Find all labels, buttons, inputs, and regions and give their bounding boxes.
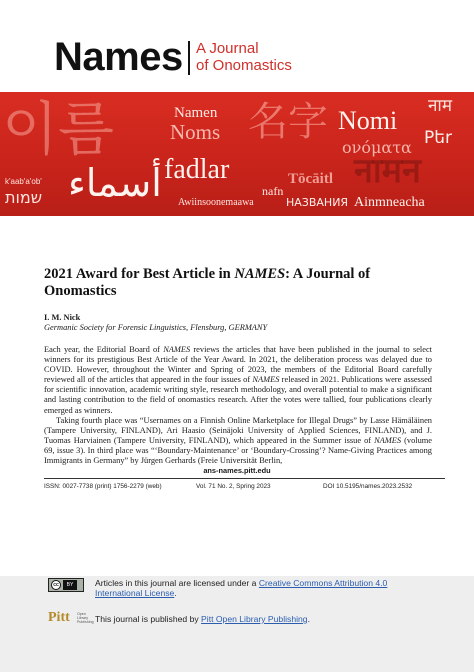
footer-issn: ISSN: 0027-7738 (print) 1756-2279 (web): [44, 483, 162, 490]
masthead: [0, 0, 474, 92]
banner-word-mayan: k'aab'a'ob': [5, 177, 42, 186]
banner-word-noms: Noms: [170, 120, 221, 144]
cc-circle-icon: cc: [51, 580, 61, 590]
author-affiliation: Germanic Society for Forensic Linguistics, Flensburg, GERMANY: [44, 323, 268, 332]
paragraph-2: Taking fourth place was “Usernames on a Finnish Online Marketplace for Illegal Drugs” by Lasse Hämäläinen (Tampere University, FINLAND), Ari Haasio (Seinäjoki University of Applied Sciences, FINLAND), and J. Tuomas Harviainen (Tampere University, FINLAND), which appeared in the Summer issue of NAMES (volume 69, issue 3). In third place was “‘Boundary-Maintenance’ or ‘Boundary-Crossing’? Name-Giving Practices among Immigrants in Germany” by Jürgen Gerhards (Freie Universität Berlin,: [44, 415, 433, 466]
license-text: Articles in this journal are licensed under a: [95, 578, 259, 588]
banner-word-nafn: nafn: [262, 184, 284, 198]
banner-word-chinese: 名字: [248, 99, 328, 145]
journal-subtitle: [196, 40, 292, 74]
names-banner: [0, 92, 474, 216]
publisher-notice: [95, 614, 310, 624]
footer-doi: DOI 10.5195/names.2023.2532: [323, 483, 413, 490]
banner-word-greek: ονόματα: [342, 138, 412, 157]
publisher-end: .: [307, 614, 310, 624]
article-body: [44, 266, 432, 466]
pitt-logo: Pitt: [48, 610, 70, 625]
brand-divider: [188, 41, 190, 75]
article-title: 2021 Award for Best Article in NAMES: A Journal of Onomastics: [44, 266, 371, 299]
footer-volume: Vol. 71 No. 2, Spring 2023: [196, 483, 271, 490]
publisher-text: This journal is published by: [95, 614, 202, 624]
banner-word-nomi: Nomi: [338, 106, 398, 135]
banner-word-korean: 이름: [2, 95, 115, 163]
article-author: I. M. Nick: [44, 313, 81, 322]
banner-word-tocaitl: Tōcāitl: [288, 171, 333, 187]
paragraph-1: Each year, the Editorial Board of NAMES reviews the articles that have been published in the journal to select winners for its prestigious Best Article of the Year Award. In 2021, the deliberation process was delayed due to COVID. However, throughout the Winter and Spring of 2023, the members of the Editorial Board carefully reviewed all of the articles that appeared in the four issues of NAMES released in 2021. Publications were assessed for scientific innovation, academic writing style, research methodology, and overall potential to make a significant and lasting contribution to the field of onomastics research. After the votes were tallied, four publications clearly emerged as winners.: [44, 345, 433, 415]
banner-word-russian: НАЗВАНИЯ: [286, 196, 349, 209]
footer-divider: [44, 478, 445, 479]
cc-license-link[interactable]: Creative Commons Attribution 4.0 International License: [95, 578, 388, 598]
banner-word-hindi: नाम: [428, 96, 453, 116]
publisher-link[interactable]: Pitt Open Library Publishing: [201, 614, 308, 624]
pitt-logo-tagline: Open Library Publishing: [77, 612, 94, 625]
cc-by-icon: [48, 578, 84, 592]
banner-word-arabic: أسماء: [68, 161, 162, 205]
banner-word-awiinsoonemaawa: Awiinsoonemaawa: [178, 197, 254, 208]
journal-brand: Names: [54, 35, 183, 79]
subtitle-line-1: A Journal: [196, 40, 259, 57]
banner-word-armenian: Pեr: [424, 128, 453, 148]
banner-word-namen: Namen: [174, 105, 218, 121]
by-icon: BY: [63, 580, 77, 590]
banner-word-hebrew: שמות: [5, 188, 43, 207]
banner-word-fadlar: fadlar: [164, 154, 230, 185]
banner-word-ainmneacha: Ainmneacha: [354, 195, 425, 210]
license-end: .: [174, 588, 177, 598]
banner-word-marathi: नामन: [354, 151, 421, 191]
license-notice: [95, 578, 435, 598]
subtitle-line-2: of Onomastics: [196, 57, 292, 74]
journal-website: ans-names.pitt.edu: [203, 466, 271, 475]
